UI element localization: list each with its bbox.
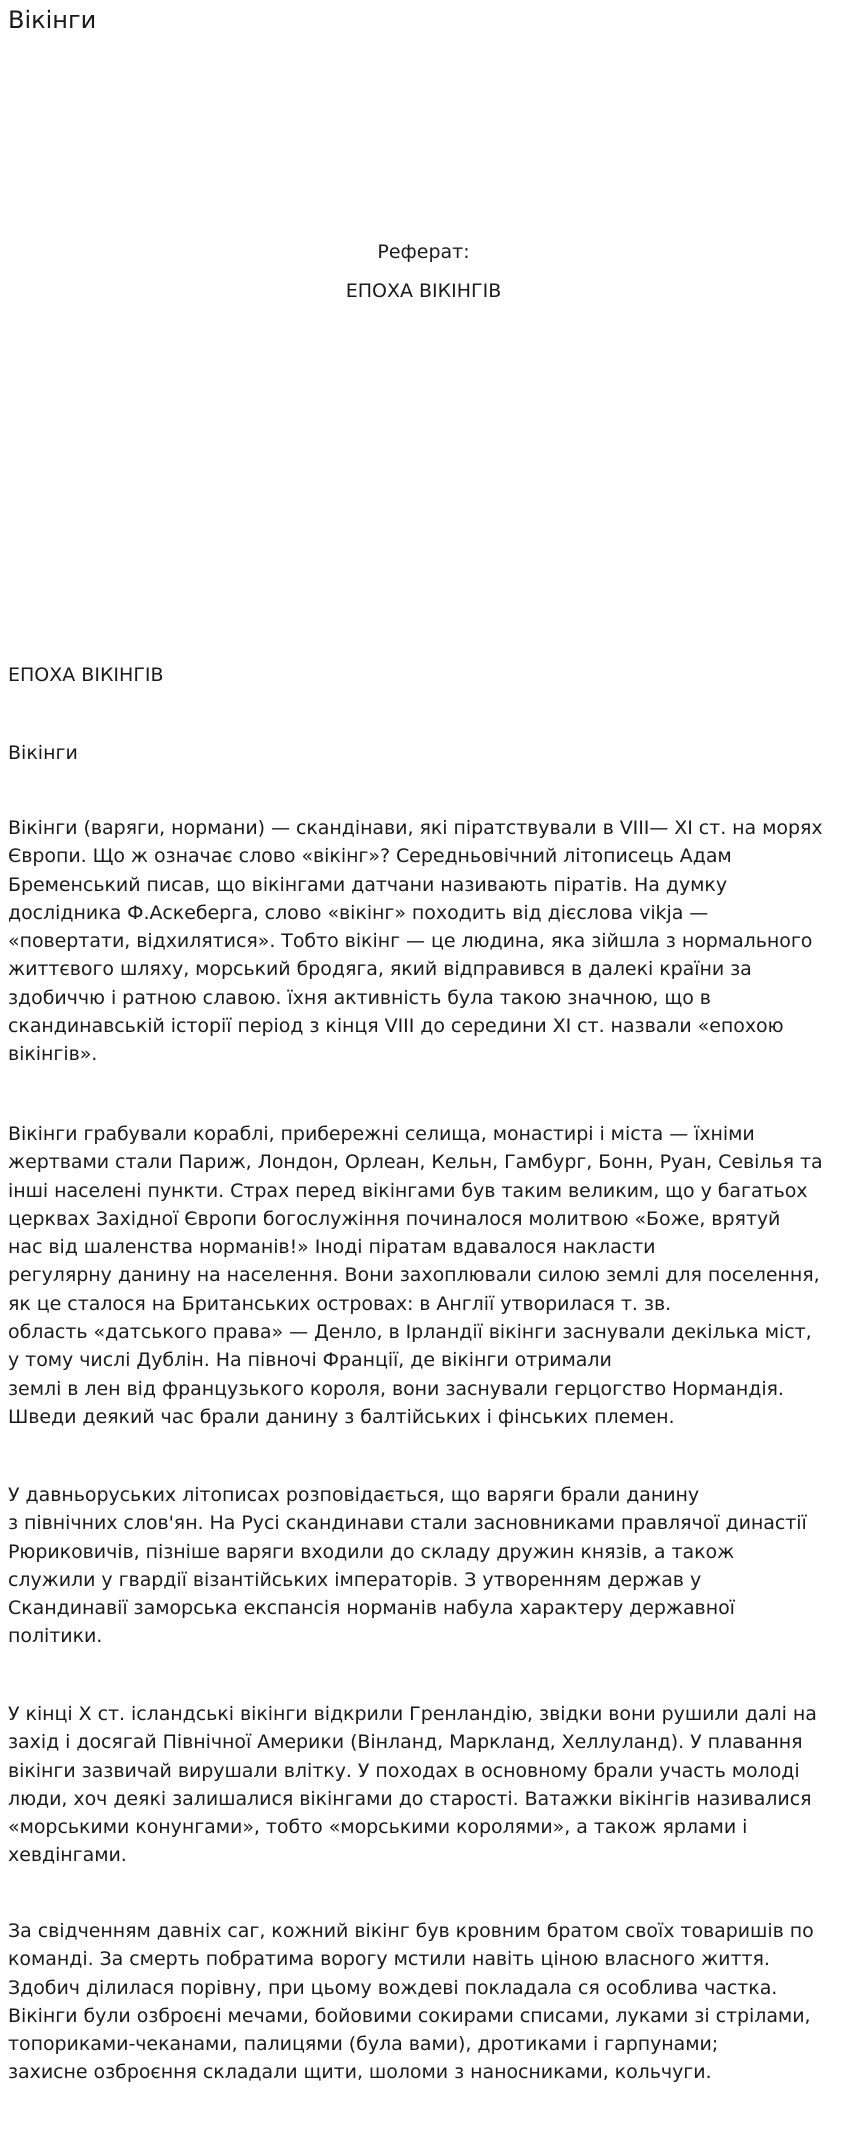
document-title: Вікінги: [8, 6, 97, 34]
paragraph-rus: У давньоруських літописах розповідається, що варяги брали данину з північних слов'ян. На Русі скандинави стали засновниками правлячої династії Рюриковичів, пізніше варяги входили до складу дружин князів, а також служили у гвардії візантійських імператорів. З утворенням держав у Скандинавії заморська експансія норманів набула характеру державної політики.: [8, 1484, 807, 1648]
paragraph-exploration: У кінці X ст. ісландські вікінги відкрили Гренландію, звідки вони рушили далі на захід і досягай Північної Америки (Вінланд, Маркланд, Хеллуланд). У плавання вікінги зазвичай вирушали влітку. У походах в основному брали участь молоді люди, хоч деякі залишалися вікінгами до старості. Ватажки вікінгів називалися «морськими конунгами», тобто «морськими королями», а також ярлами і хевдінгами.: [8, 1703, 817, 1867]
section-heading: ЕПОХА ВІКІНГІВ: [8, 664, 164, 686]
cover-topic-title: ЕПОХА ВІКІНГІВ: [345, 280, 502, 302]
paragraph-brotherhood: За свідченням давніх саг, кожний вікінг був кровним братом своїх товаришів по команді. За смерть побратима ворогу мстили навіть ціною власного життя. Здобич ділилася порівну, при цьому вождеві покладала ся особлива частка. Вікінги були озброєні мечами, бойовими сокирами списами, луками зі стрілами, топориками-чеканами, палицями (була вами), дротиками і гарпунами; захисне озброєння складали щити, шоломи з наносниками, кольчуги.: [8, 1920, 814, 2084]
section-subheading: Вікінги: [8, 742, 78, 764]
paragraph-intro: Вікінги (варяги, нормани) — скандінави, які піратствували в VIII— XI ст. на морях Європи. Що ж означає слово «вікінг»? Середньовічний літописець Адам Бременський писав, що вікінгами датчани називають піратів. На думку дослідника Ф.Аскеберга, слово «вікінг» походить від дієслова vikja — «повертати, відхилятися». Тобто вікінг — це людина, яка зійшла з нормального життєвого шляху, морський бродяга, який відправився в далекі країни за здобиччю і ратною славою. їхня активність була такою значною, що в скандинавській історії період з кінця VIII до середини XI ст. назвали «епохою вікінгів».: [8, 817, 823, 1066]
paragraph-raids: Вікінги грабували кораблі, прибережні селища, монастирі і міста — їхніми жертвами стали Париж, Лондон, Орлеан, Кельн, Гамбург, Бонн, Руан, Севілья та інші населені пункти. Страх перед вікінгами був таким великим, що у багатьох церквах Західної Європи богослужіння починалося молитвою «Боже, врятуй нас від шаленства норманів!» Іноді піратам вдавалося накласти регулярну данину на населення. Вони захоплювали силою землі для поселення, як це сталося на Британських островах: в Англії утворилася т. зв. область «датського права» — Денло, в Ірландії вікінги заснували декілька міст, у тому числі Дублін. На півночі Франції, де вікінги отримали землі в лен від французького короля, вони заснували герцогство Нормандія. Шведи деякий час брали данину з балтійських і фінських племен.: [8, 1123, 823, 1428]
cover-document-kind: Реферат:: [377, 241, 470, 263]
